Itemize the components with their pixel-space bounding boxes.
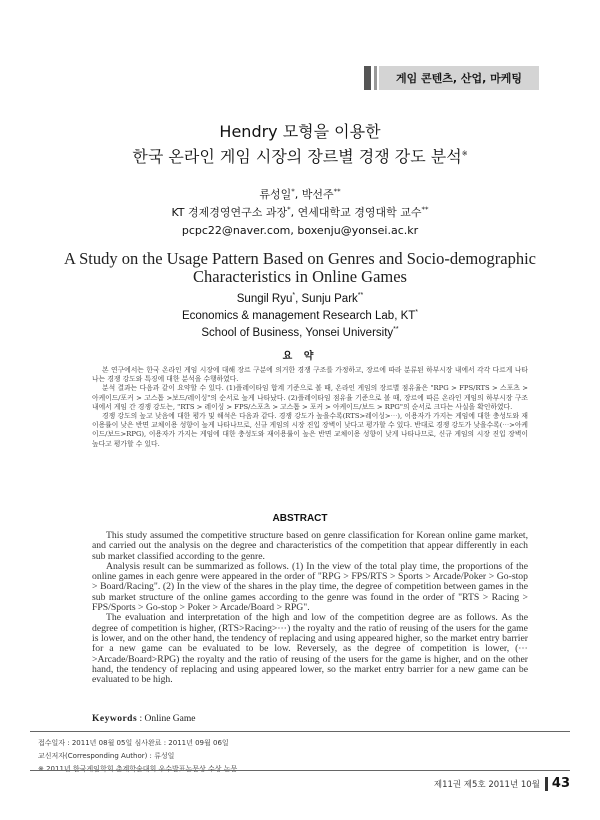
abstract-paragraph: The evaluation and interpretation of the high and low of the competition degree are as follows. As the degree of competition is higher, (RTS>Racing>⋯) the royalty and the ratio of reusing of the users for the game is lower, and on the other hand, the tendency of replacing and using appeared higher, so the market entry barrier for a new game can be evaluated to be low. Reversely, as the degree of competition is lower, (⋯>Arcade/Board>RPG) the royalty and the ratio of reusing of the users for the game is higher, and on the other hand, the tendency of replacing and using appeared lower, so the market entry barrier for a new game can be evaluated to be high.: [92, 612, 528, 686]
korean-author-2-mark: **: [333, 187, 341, 196]
korean-abstract-paragraph: 경쟁 강도의 높고 낮음에 대한 평가 및 해석은 다음과 같다. 경쟁 강도가 높을수록(RTS>레이싱>⋯), 이용자가 가지는 게임에 대한 충성도와 재이용률이 낮은 반면 교체이용 성향이 높게 나타나므로, 신규 게임의 시장 진입 장벽이 낮다고 평가할 수 있다. 반대로 경쟁 강도가 낮을수록(⋯>아케이드/보드>RPG), 이용자가 가지는 게임에 대한 충성도와 재이용률이 높은 반면 교체이용 성향이 낮게 나타나므로, 신규 게임의 시장 진입 장벽이 높다고 평가할 수 있다.: [92, 412, 528, 448]
english-affiliation-1-text: Economics & management Research Lab, KT: [181, 310, 416, 322]
abstract-paragraph: Analysis result can be summarized as follows. (1) In the view of the total play time, the proportions of the online games in each genre were appeared in the order of "RPG > FPS/RTS > Sports > Arcade/Poker > Go-stop > Board/Racing". (2) In the view of the shares in the play time, the degree of competition between games in the sub market structure of the online games according to the genre was found in the order of "RTS > Racing > FPS/Sports > Go-stop > Poker > Arcade/Board > RPG".: [92, 560, 528, 614]
english-affiliation-2: [0, 325, 600, 342]
keywords-line: [92, 714, 195, 724]
footnote-divider: [30, 731, 570, 732]
journal-volume-info: 제11권 제5호 2011년 10월: [433, 779, 540, 790]
keywords-label: Keywords: [92, 714, 138, 724]
korean-author-2: 박선주: [301, 188, 334, 201]
korean-abstract-paragraph: 본 연구에서는 한국 온라인 게임 시장에 대해 장르 구분에 의거한 경쟁 구조를 가정하고, 장르에 따라 분류된 하부시장 내에서 각각 다르게 나타나는 경쟁 강도와 특징에 대한 분석을 수행하였다.: [92, 366, 528, 384]
korean-author-1-mark: *: [291, 187, 295, 196]
section-tag-bar-light: [374, 66, 377, 90]
english-affiliation-1: [0, 308, 600, 325]
english-affiliation-2-mark: **: [393, 326, 399, 334]
korean-affiliation-2: 연세대학교 경영대학 교수: [297, 206, 422, 219]
footnote-award-note: ※ 2011년 한국게임학회 춘계학술대회 우수발표논문상 수상 논문: [38, 765, 238, 773]
page-footer-divider: [30, 770, 570, 771]
page-number: 43: [551, 776, 570, 791]
korean-affiliation-1: KT 경제경영연구소 과장: [171, 206, 288, 219]
korean-title-line1: Hendry 모형을 이용한: [219, 122, 381, 141]
korean-abstract-body: [92, 366, 528, 449]
abstract-body: [92, 531, 528, 685]
abstract-paragraph: This study assumed the competitive structure based on genre classification for Korean online game market, and carried out the analysis on the degree and characteristics of the competition that appear differently in each sub market classified according to the genre.: [92, 530, 528, 562]
section-tag: [364, 66, 539, 90]
english-author-2: Sunju Park: [301, 293, 358, 305]
korean-affiliation-separator: ,: [290, 206, 298, 219]
section-tag-bar-dark: [364, 66, 371, 90]
english-affiliation-2-text: School of Business, Yonsei University: [201, 327, 394, 339]
korean-abstract-paragraph: 분석 결과는 다음과 같이 요약할 수 있다. (1)플레이타임 합계 기준으로 볼 때, 온라인 게임의 장르별 점유율은 "RPG > FPS/RTS > 스포츠 > 아케이드/포커 > 고스톱 >보드/레이싱"의 순서로 높게 나타났다. (2)플레이타임 점유율 기준으로 볼 때, 장르에 따른 온라인 게임의 하부시장 구조 내에서 게임 간 경쟁 강도는, "RTS > 레이싱 > FPS/스포츠 > 고스톱 > 포커 > 아케이드/보드 > RPG"의 순서로 크다는 사실을 확인하였다.: [92, 384, 528, 411]
korean-author-names: [0, 186, 600, 204]
footnote-corresponding-author: 교신저자(Corresponding Author) : 류성일: [38, 752, 175, 760]
english-author-1: Sungil Ryu: [236, 293, 293, 305]
english-title-line2: Characteristics in Online Games: [193, 267, 407, 286]
korean-abstract-heading: 요 약: [282, 351, 318, 362]
english-author-2-mark: **: [357, 292, 364, 300]
korean-title-line2: [0, 146, 600, 168]
english-author-1-mark: *: [292, 292, 296, 300]
korean-affiliation-2-mark: **: [421, 205, 429, 214]
abstract-heading: ABSTRACT: [272, 513, 328, 524]
korean-author-1: 류성일: [259, 188, 292, 201]
keywords-value: : Online Game: [139, 714, 196, 724]
korean-author-separator: ,: [294, 188, 302, 201]
author-emails: pcpc22@naver.com, boxenju@yonsei.ac.kr: [181, 224, 419, 237]
korean-title-text: 한국 온라인 게임 시장의 장르별 경쟁 강도 분석: [132, 147, 462, 166]
korean-affiliations: [0, 204, 600, 222]
english-author-names: [0, 291, 600, 308]
footnote-dates: 접수일자 : 2011년 08월 05일 심사완료 : 2011년 09월 06일: [38, 739, 229, 747]
english-title-line1: A Study on the Usage Pattern Based on Genres and Socio-demographic: [64, 249, 536, 268]
section-tag-label: 게임 콘텐츠, 산업, 마케팅: [379, 66, 539, 90]
page-footer-separator-bar: [545, 777, 548, 791]
english-author-separator: ,: [295, 293, 302, 305]
page-footer: [434, 776, 570, 791]
korean-title-mark: ※: [461, 149, 468, 158]
english-affiliation-1-mark: *: [415, 309, 419, 317]
korean-affiliation-1-mark: *: [287, 205, 291, 214]
